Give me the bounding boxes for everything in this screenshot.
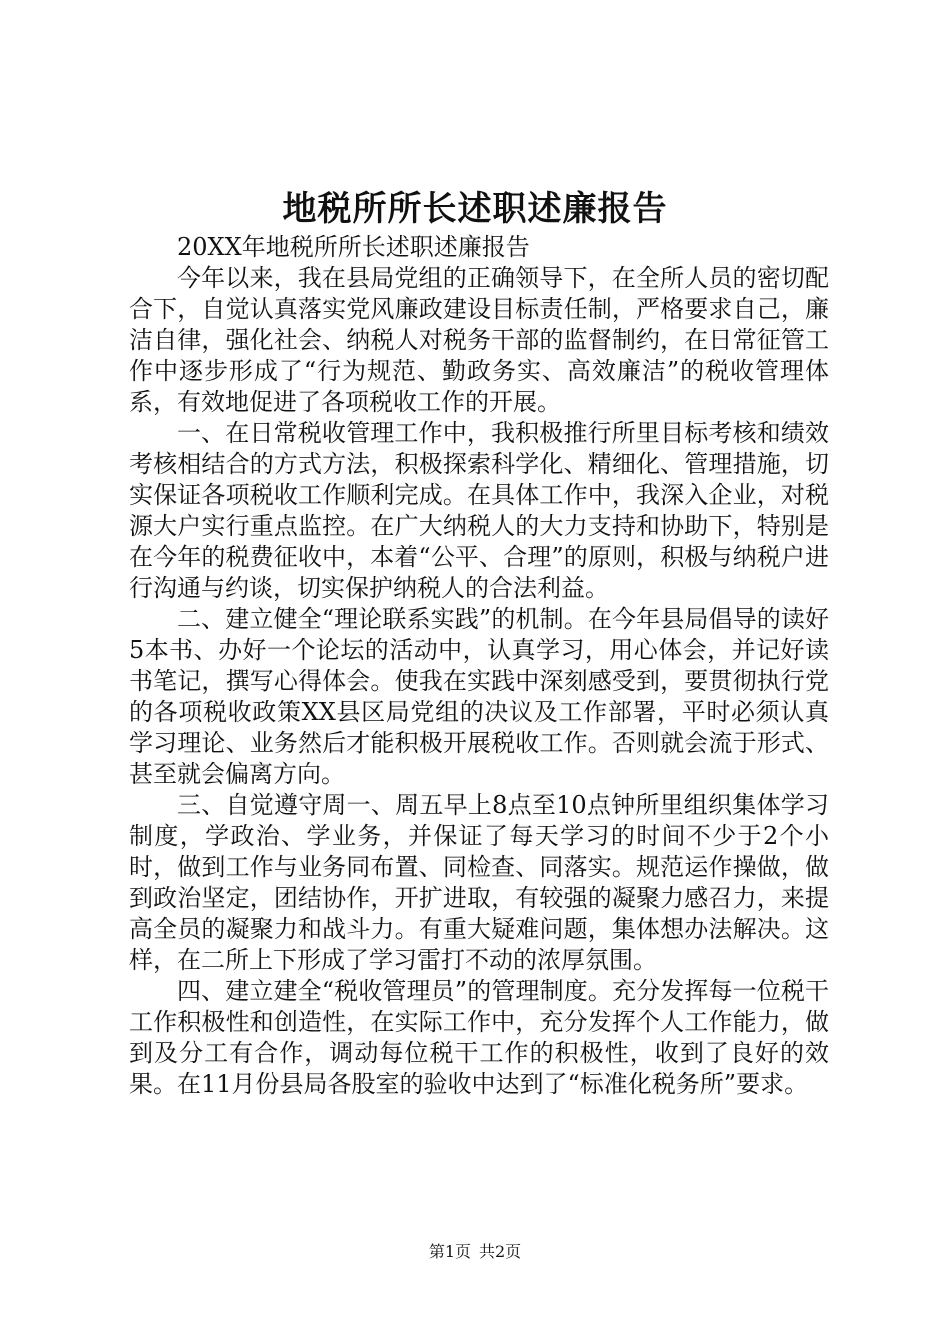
- paragraph-section-1: 一、在日常税收管理工作中，我积极推行所里目标考核和绩效考核相结合的方式方法，积极探索科学化、精细化、管理措施，切实保证各项税收工作顺利完成。在具体工作中，我深入企业，对税源大户实行重点监控。在广大纳税人的大力支持和协助下，特别是在今年的税费征收中，本着“公平、合理”的原则，积极与纳税户进行沟通与约谈，切实保护纳税人的合法利益。: [129, 419, 829, 602]
- paragraph-section-4: 四、建立建全“税收管理员”的管理制度。充分发挥每一位税干工作积极性和创造性，在实际工作中，充分发挥个人工作能力，做到及分工有合作，调动每位税干工作的积极性，收到了良好的效果。在11月份县局各股室的验收中达到了“标准化税务所”要求。: [129, 977, 829, 1098]
- document-body: [129, 232, 829, 1100]
- paragraph-section-3: 三、自觉遵守周一、周五早上8点至10点钟所里组织集体学习制度，学政治、学业务，并保证了每天学习的时间不少于2个小时，做到工作与业务同布置、同检查、同落实。规范运作操做，做到政治坚定，团结协作，开扩进取，有较强的凝聚力感召力，来提高全员的凝聚力和战斗力。有重大疑难问题，集体想办法解决。这样，在二所上下形成了学习雷打不动的浓厚氛围。: [129, 791, 829, 974]
- document-title: 地税所所长述职述廉报告: [282, 189, 668, 229]
- document-subtitle: 20XX年地税所所长述职述廉报告: [177, 233, 530, 261]
- page-total: 共2页: [479, 1242, 522, 1261]
- paragraph-intro: 今年以来，我在县局党组的正确领导下，在全所人员的密切配合下，自觉认真落实党风廉政建设目标责任制，严格要求自己，廉洁自律，强化社会、纳税人对税务干部的监督制约，在日常征管工作中逐步形成了“行为规范、勤政务实、高效廉洁”的税收管理体系，有效地促进了各项税收工作的开展。: [129, 264, 829, 416]
- paragraph-section-2: 二、建立健全“理论联系实践”的机制。在今年县局倡导的读好5本书、办好一个论坛的活动中，认真学习，用心体会，并记好读书笔记，撰写心得体会。使我在实践中深刻感受到，要贯彻执行党的各项税收政策XX县区局党组的决议及工作部署，平时必须认真学习理论、业务然后才能积极开展税收工作。否则就会流于形式、甚至就会偏离方向。: [129, 605, 829, 788]
- page-number: 第1页: [428, 1242, 471, 1261]
- page-footer: [0, 1240, 950, 1264]
